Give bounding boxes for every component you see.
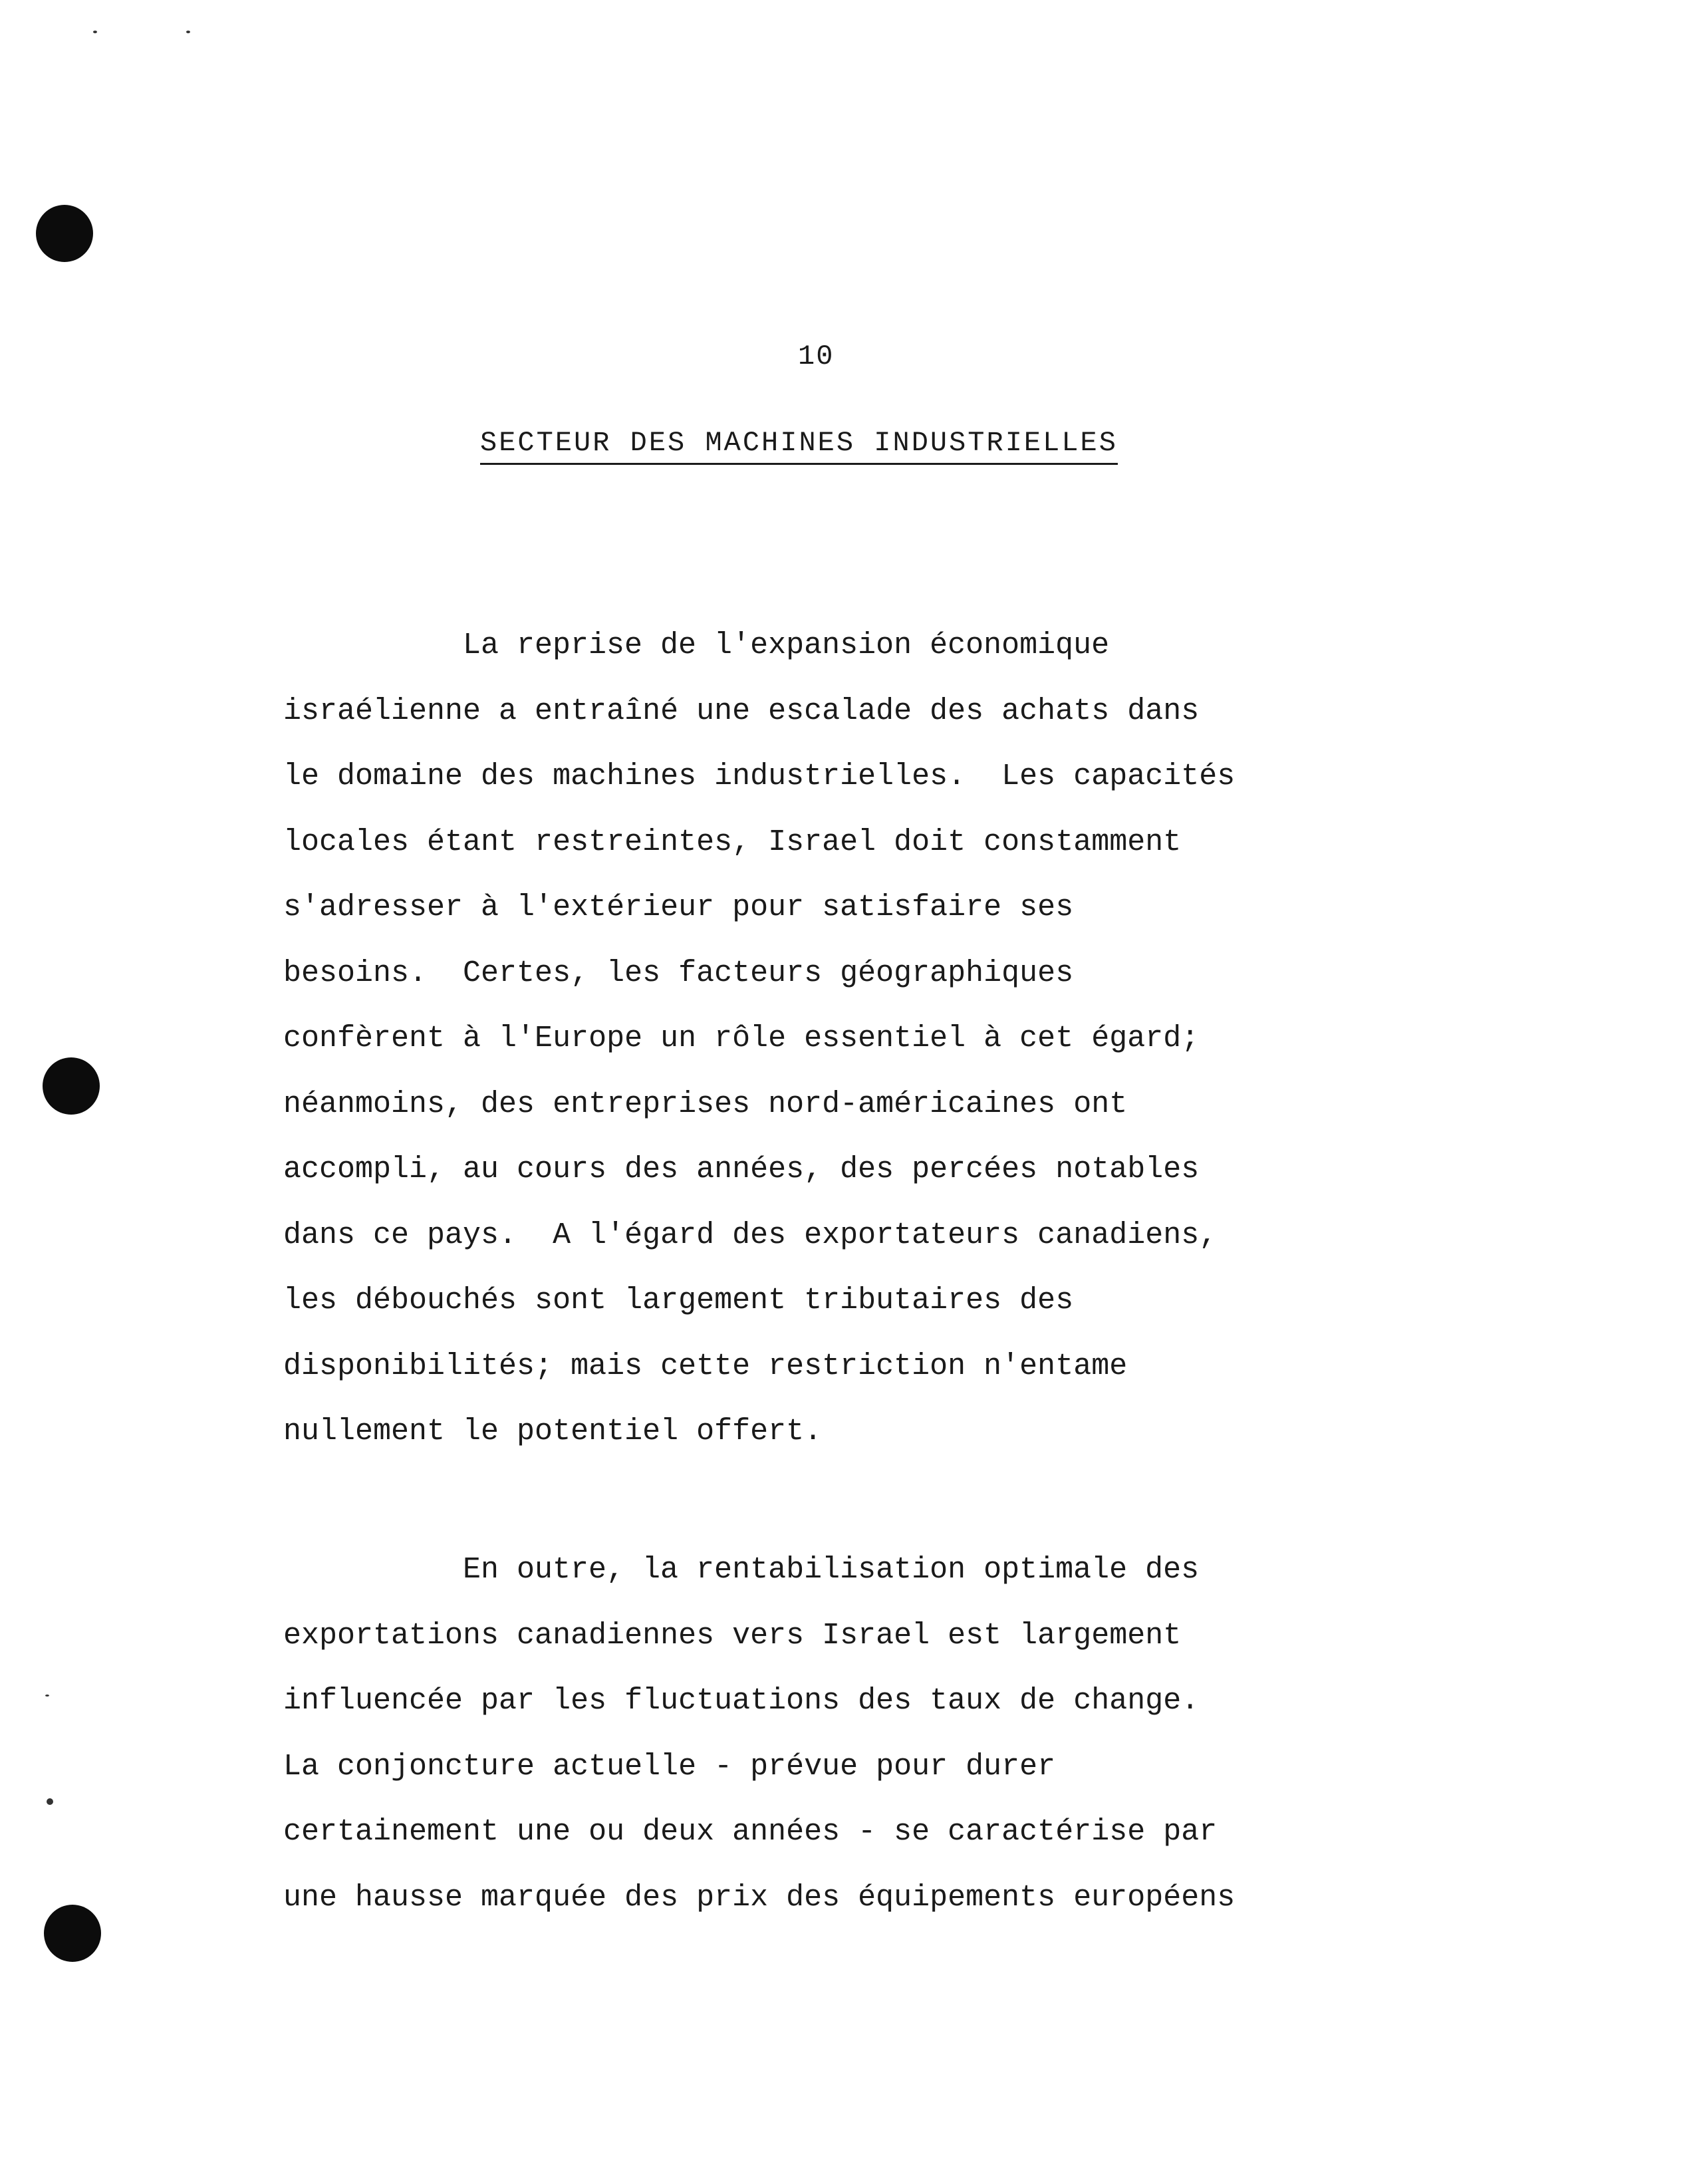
scan-speck: [93, 31, 97, 33]
binder-hole-middle: [43, 1057, 100, 1115]
paragraph-line: exportations canadiennes vers Israel est largement: [283, 1618, 1182, 1653]
paragraph-line: influencée par les fluctuations des taux de change.: [283, 1684, 1200, 1718]
paragraph-line: néanmoins, des entreprises nord-américaines ont: [283, 1087, 1128, 1121]
section-title: SECTEUR DES MACHINES INDUSTRIELLES: [480, 427, 1118, 465]
paragraph-line: locales étant restreintes, Israel doit constamment: [283, 825, 1182, 859]
paragraph-line: israélienne a entraîné une escalade des achats dans: [283, 694, 1200, 728]
paragraph-line: La reprise de l'expansion économique: [463, 628, 1110, 662]
paragraph-line: En outre, la rentabilisation optimale des: [463, 1553, 1200, 1587]
paragraph-line: une hausse marquée des prix des équipements européens: [283, 1880, 1235, 1915]
paragraph-1: [283, 613, 1640, 1465]
paragraph-line: nullement le potentiel offert.: [283, 1415, 823, 1448]
scan-speck: [45, 1695, 49, 1697]
paragraph-line: accompli, au cours des années, des percées notables: [283, 1153, 1200, 1186]
paragraph-line: besoins. Certes, les facteurs géographiques: [283, 956, 1074, 990]
paragraph-line: certainement une ou deux années - se caractérise par: [283, 1815, 1218, 1849]
paragraph-line: La conjoncture actuelle - prévue pour durer: [283, 1749, 1056, 1784]
paragraph-2: [283, 1538, 1640, 1931]
scan-speck: [47, 1798, 53, 1805]
paragraph-line: s'adresser à l'extérieur pour satisfaire ses: [283, 890, 1074, 924]
paragraph-line: les débouchés sont largement tributaires des: [283, 1284, 1074, 1317]
paragraph-line: dans ce pays. A l'égard des exportateurs canadiens,: [283, 1218, 1218, 1252]
paragraph-line: disponibilités; mais cette restriction n'entame: [283, 1349, 1128, 1383]
paragraph-line: confèrent à l'Europe un rôle essentiel à cet égard;: [283, 1022, 1200, 1055]
binder-hole-top: [36, 205, 93, 262]
page-number: 10: [798, 341, 835, 372]
paragraph-line: le domaine des machines industrielles. Les capacités: [283, 759, 1235, 793]
binder-hole-bottom: [44, 1905, 101, 1962]
scan-speck: [186, 31, 190, 33]
